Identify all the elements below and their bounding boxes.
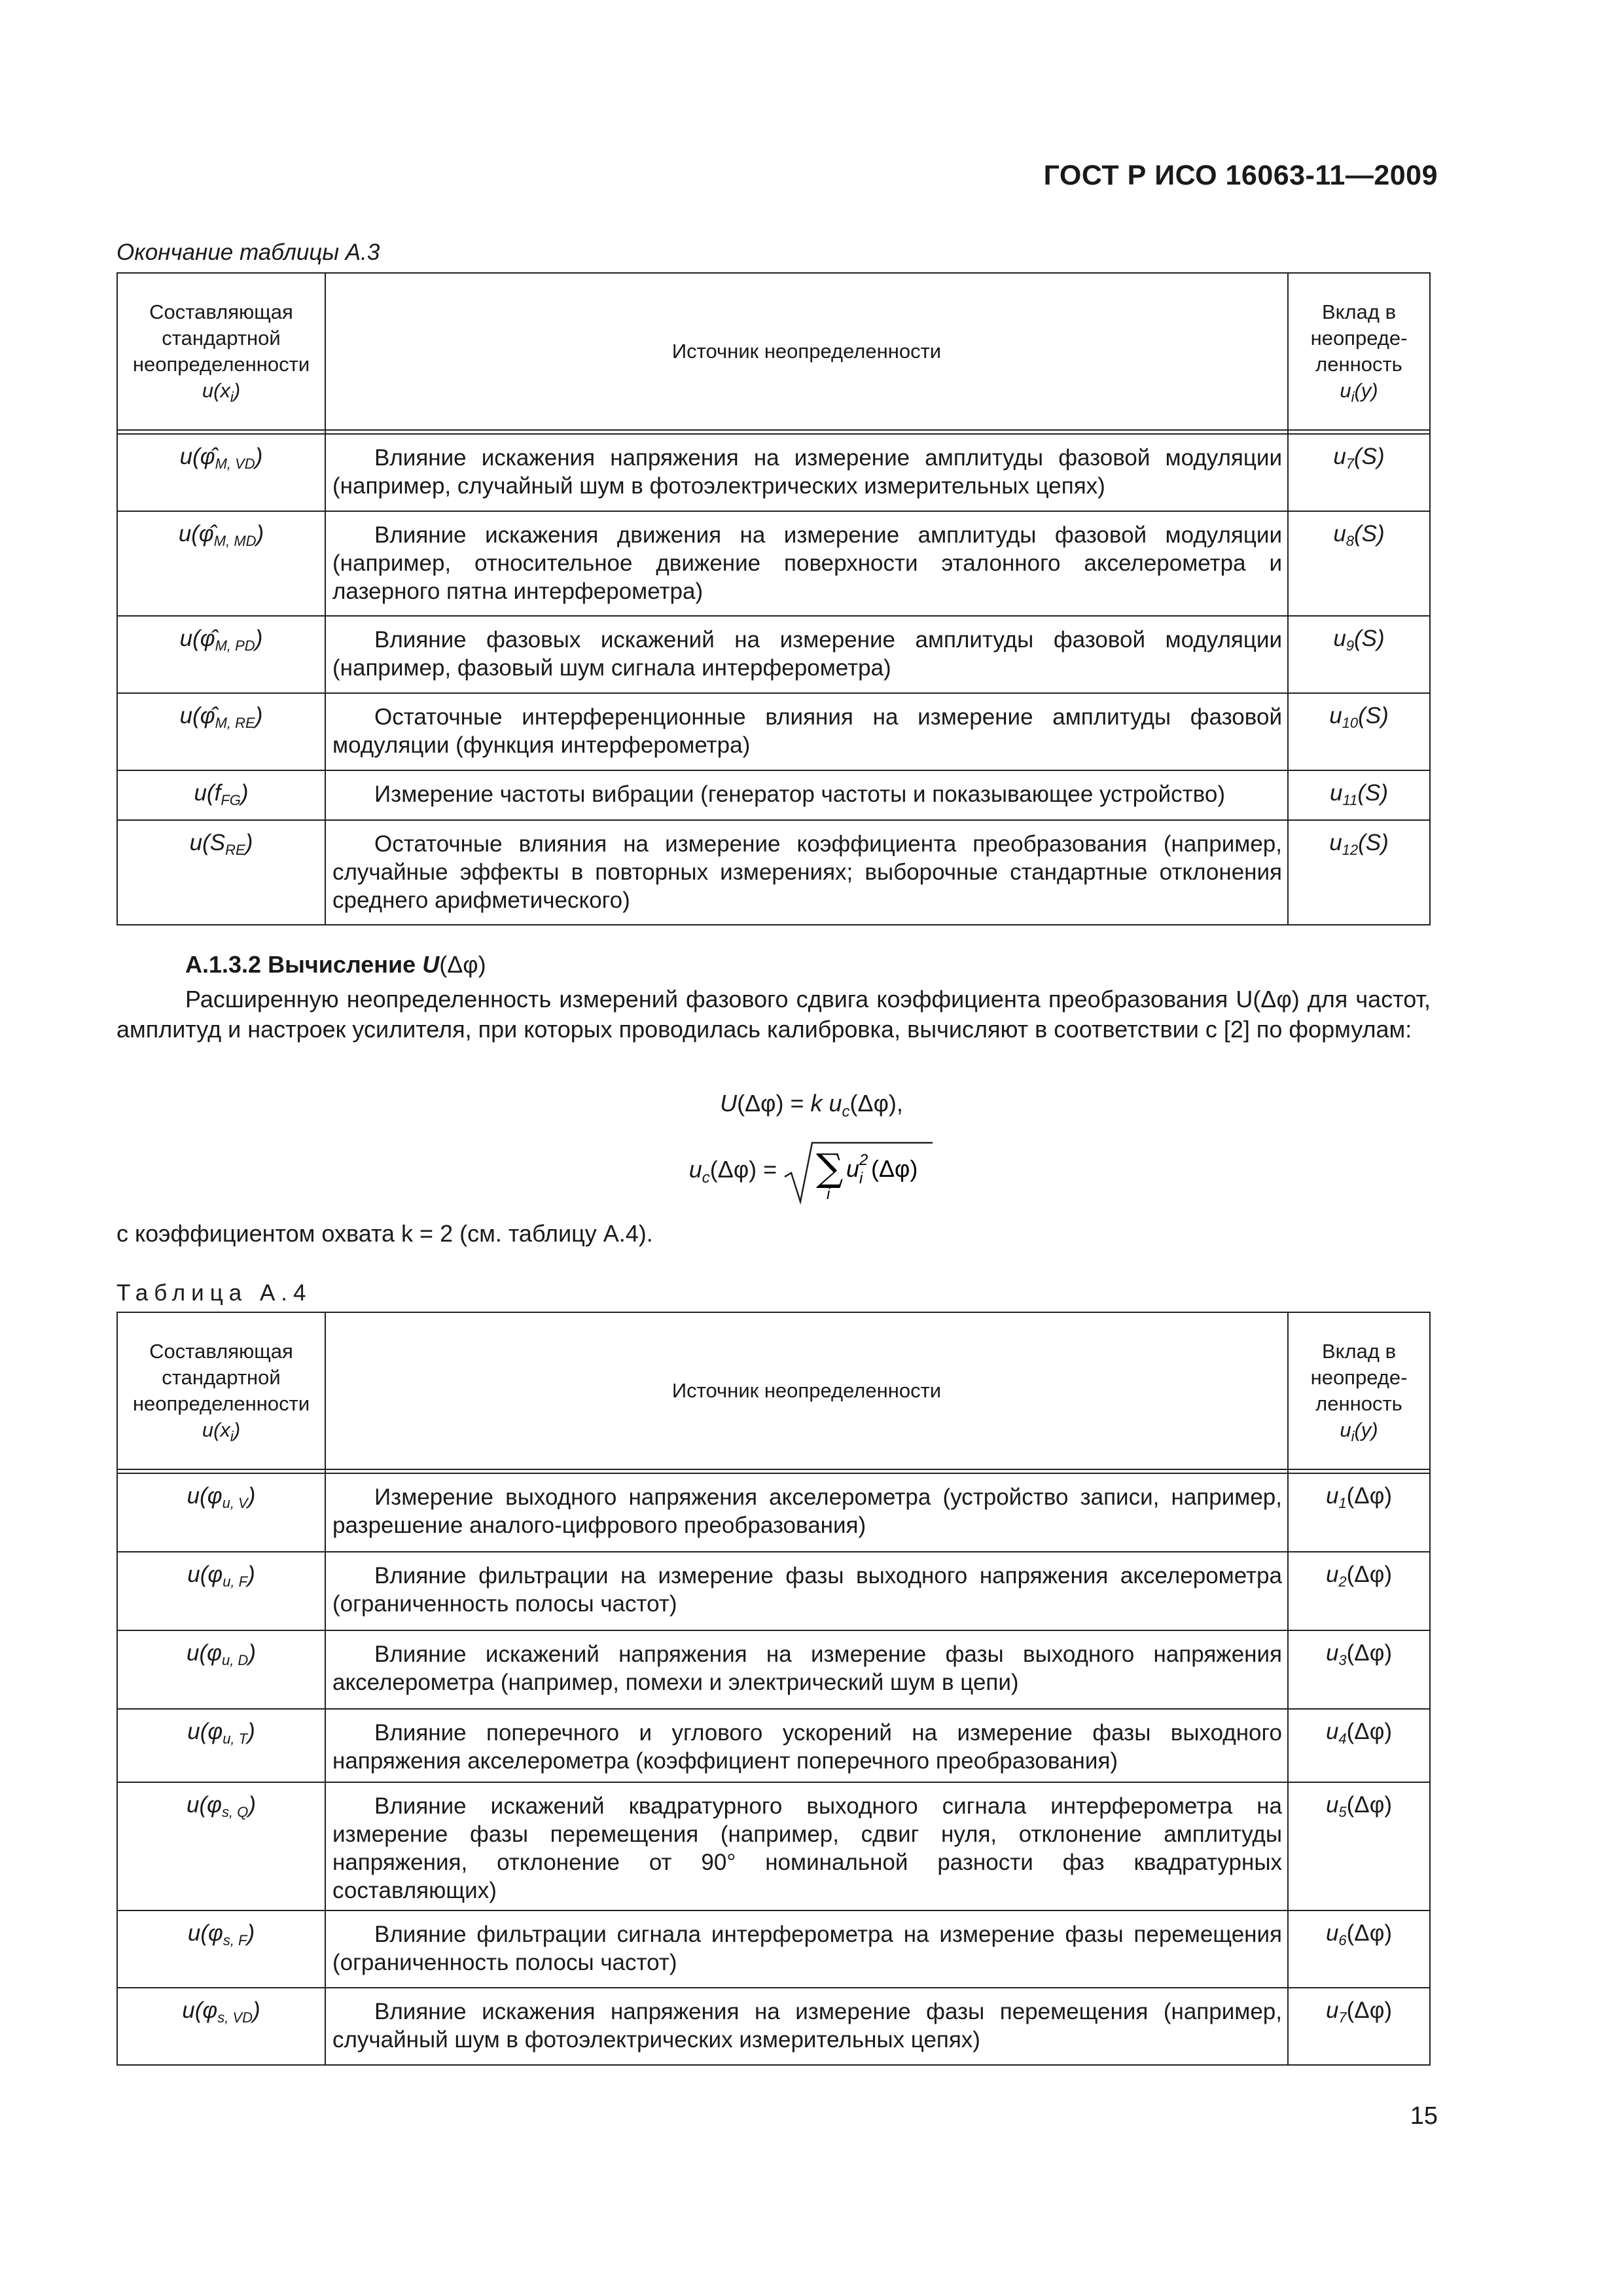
- page-number: 15: [1410, 2102, 1438, 2130]
- header-contribution-line: Вклад в: [1321, 300, 1397, 323]
- table-row: [117, 434, 1430, 511]
- table-row: [117, 1709, 1430, 1782]
- header-contribution-symbol: $u_i(y)$: [1340, 379, 1378, 405]
- component-symbol: $u(\varphi_{u, T})$: [117, 1709, 325, 1782]
- table1-header-row: [117, 273, 1430, 430]
- component-symbol: $u(\varphî_{M, VD})$: [117, 434, 325, 511]
- component-symbol: $u(\varphî_{M, PD})$: [117, 616, 325, 693]
- header-component: [117, 1312, 325, 1469]
- contribution-symbol: $u_1(\Delta\varphi)$: [1288, 1473, 1430, 1552]
- contribution-symbol: $u_4(\Delta\varphi)$: [1288, 1709, 1430, 1782]
- component-symbol: $u(\varphi_{u, V})$: [117, 1473, 325, 1552]
- uncertainty-source: Влияние искажения напряжения на измерение фазы перемещения (например, случайный шум в фотоэлектрических измерительных цепях): [325, 1988, 1288, 2065]
- term-tail: (Δφ): [871, 1155, 918, 1182]
- contribution-symbol: $u_7(\Delta\varphi)$: [1288, 1988, 1430, 2065]
- radical-sign: [783, 1139, 934, 1204]
- table-row: [117, 1988, 1430, 2065]
- component-symbol: $u(f_{FG})$: [117, 770, 325, 820]
- standard-designation: ГОСТ Р ИСО 16063-11—2009: [1043, 160, 1438, 191]
- header-component-line: Составляющая: [149, 300, 293, 323]
- header-component-line: стандартной: [162, 327, 281, 350]
- formula-combined-uncertainty: $u_c(\Delta\varphi)$ = ∑ i u 2 i (Δφ): [0, 1139, 1623, 1198]
- uncertainty-source: Влияние фильтрации сигнала интерферометра на измерение фазы перемещения (ограниченность полосы частот): [325, 1910, 1288, 1988]
- table1-caption: Окончание таблицы А.3: [116, 240, 380, 265]
- contribution-symbol: $u_9(S)$: [1288, 616, 1430, 693]
- component-symbol: $u(\varphi_{u, F})$: [117, 1552, 325, 1630]
- table-row: [117, 1910, 1430, 1988]
- table-row: [117, 1473, 1430, 1552]
- header-component-line: Составляющая: [149, 1340, 293, 1363]
- header-contribution-line: ленность: [1315, 1392, 1402, 1415]
- contribution-symbol: $u_2(\Delta\varphi)$: [1288, 1552, 1430, 1630]
- component-symbol: $u(\varphi_{s, Q})$: [117, 1782, 325, 1910]
- header-source: Источник неопределенности: [325, 1312, 1288, 1469]
- component-symbol: $u(\varphî_{M, MD})$: [117, 511, 325, 616]
- header-component: [117, 273, 325, 430]
- table-row: [117, 693, 1430, 770]
- header-contribution: [1288, 273, 1430, 430]
- section-paragraph: Расширенную неопределенность измерений фазового сдвига коэффициента преобразования U(Δφ) для частот, амплитуд и настроек усилителя, при которых проводилась калибровка, вычисляют в соответствии с [2] по формулам:: [116, 986, 1431, 1043]
- component-symbol: $u(\varphi_{s, VD})$: [117, 1988, 325, 2065]
- header-contribution-line: ленность: [1315, 353, 1402, 376]
- uncertainty-source: Влияние искажения напряжения на измерение амплитуды фазовой модуляции (например, случайный шум в фотоэлектрических измерительных цепях): [325, 434, 1288, 511]
- header-component-line: неопределенности: [132, 1392, 310, 1415]
- contribution-symbol: $u_{11}(S)$: [1288, 770, 1430, 820]
- table-row: [117, 1630, 1430, 1709]
- header-contribution-line: Вклад в: [1321, 1340, 1397, 1363]
- square-root: [783, 1139, 934, 1204]
- header-contribution-line: неопреде-: [1310, 1366, 1408, 1389]
- table2-caption: Таблица А.4: [116, 1280, 312, 1306]
- coverage-factor-sentence: с коэффициентом охвата k = 2 (см. таблицу А.4).: [116, 1220, 653, 1247]
- table-row: [117, 1552, 1430, 1630]
- uncertainty-source: Влияние фазовых искажений на измерение амплитуды фазовой модуляции (например, фазовый шум сигнала интерферометра): [325, 616, 1288, 693]
- sum-index: i: [827, 1185, 830, 1203]
- component-symbol: $u(\varphi_{u, D})$: [117, 1630, 325, 1709]
- uncertainty-source: Влияние фильтрации на измерение фазы выходного напряжения акселерометра (ограниченность полосы частот): [325, 1552, 1288, 1630]
- header-component-symbol: $u(x_i)$: [202, 379, 241, 405]
- component-symbol: $u(\varphi_{s, F})$: [117, 1910, 325, 1988]
- header-contribution: [1288, 1312, 1430, 1469]
- header-component-line: неопределенности: [132, 353, 310, 376]
- uncertainty-source: Влияние поперечного и углового ускорений на измерение фазы выходного напряжения акселерометра (коэффициент поперечного преобразования): [325, 1709, 1288, 1782]
- uncertainty-source: Влияние искажений квадратурного выходного сигнала интерферометра на измерение фазы перемещения (например, сдвиг нуля, отклонение амплитуды напряжения, отклонение от 90° номинальной разности фаз квадратурных составляющих): [325, 1782, 1288, 1910]
- contribution-symbol: $u_8(S)$: [1288, 511, 1430, 616]
- term-u: u: [846, 1155, 860, 1182]
- contribution-symbol: $u_{12}(S)$: [1288, 820, 1430, 925]
- term-sub: i: [859, 1170, 863, 1187]
- header-contribution-line: неопреде-: [1310, 327, 1408, 350]
- header-component-symbol: $u(x_i)$: [202, 1418, 241, 1444]
- table-row: [117, 820, 1430, 925]
- uncertainty-source: Остаточные влияния на измерение коэффициента преобразования (например, случайные эффекты в повторных измерениях; выборочные стандартные отклонения среднего арифметического): [325, 820, 1288, 925]
- table-row: [117, 1782, 1430, 1910]
- uncertainty-source: Измерение выходного напряжения акселерометра (устройство записи, например, разрешение аналого-цифрового преобразования): [325, 1473, 1288, 1552]
- component-symbol: $u(\varphî_{M, RE})$: [117, 693, 325, 770]
- header-source: Источник неопределенности: [325, 273, 1288, 430]
- contribution-symbol: $u_{10}(S)$: [1288, 693, 1430, 770]
- sum-sign: ∑: [816, 1145, 844, 1190]
- contribution-symbol: $u_3(\Delta\varphi)$: [1288, 1630, 1430, 1709]
- table-a3-end: [116, 272, 1431, 925]
- table-row: [117, 616, 1430, 693]
- uncertainty-source: Влияние искажений напряжения на измерение фазы выходного напряжения акселерометра (например, помехи и электрический шум в цепи): [325, 1630, 1288, 1709]
- table-row: [117, 511, 1430, 616]
- contribution-symbol: $u_5(\Delta\varphi)$: [1288, 1782, 1430, 1910]
- contribution-symbol: $u_6(\Delta\varphi)$: [1288, 1910, 1430, 1988]
- uncertainty-source: Влияние искажения движения на измерение амплитуды фазовой модуляции (например, относительное движение поверхности эталонного акселерометра и лазерного пятна интерферометра): [325, 511, 1288, 616]
- section-heading: А.1.3.2 Вычисление U(Δφ): [185, 951, 486, 978]
- table2-header-row: [117, 1312, 1430, 1469]
- term-sup: 2: [859, 1151, 868, 1169]
- uncertainty-source: Измерение частоты вибрации (генератор частоты и показывающее устройство): [325, 770, 1288, 820]
- table-row: [117, 770, 1430, 820]
- formula-expanded-uncertainty: U(Δφ) = k $u_c(\Delta\varphi)$,: [720, 1090, 903, 1121]
- header-component-line: стандартной: [162, 1366, 281, 1389]
- header-contribution-symbol: $u_i(y)$: [1340, 1418, 1378, 1444]
- uncertainty-source: Остаточные интерференционные влияния на измерение амплитуды фазовой модуляции (функция интерферометра): [325, 693, 1288, 770]
- component-symbol: $u(S_{RE})$: [117, 820, 325, 925]
- contribution-symbol: $u_7(S)$: [1288, 434, 1430, 511]
- table-a4: [116, 1312, 1431, 2066]
